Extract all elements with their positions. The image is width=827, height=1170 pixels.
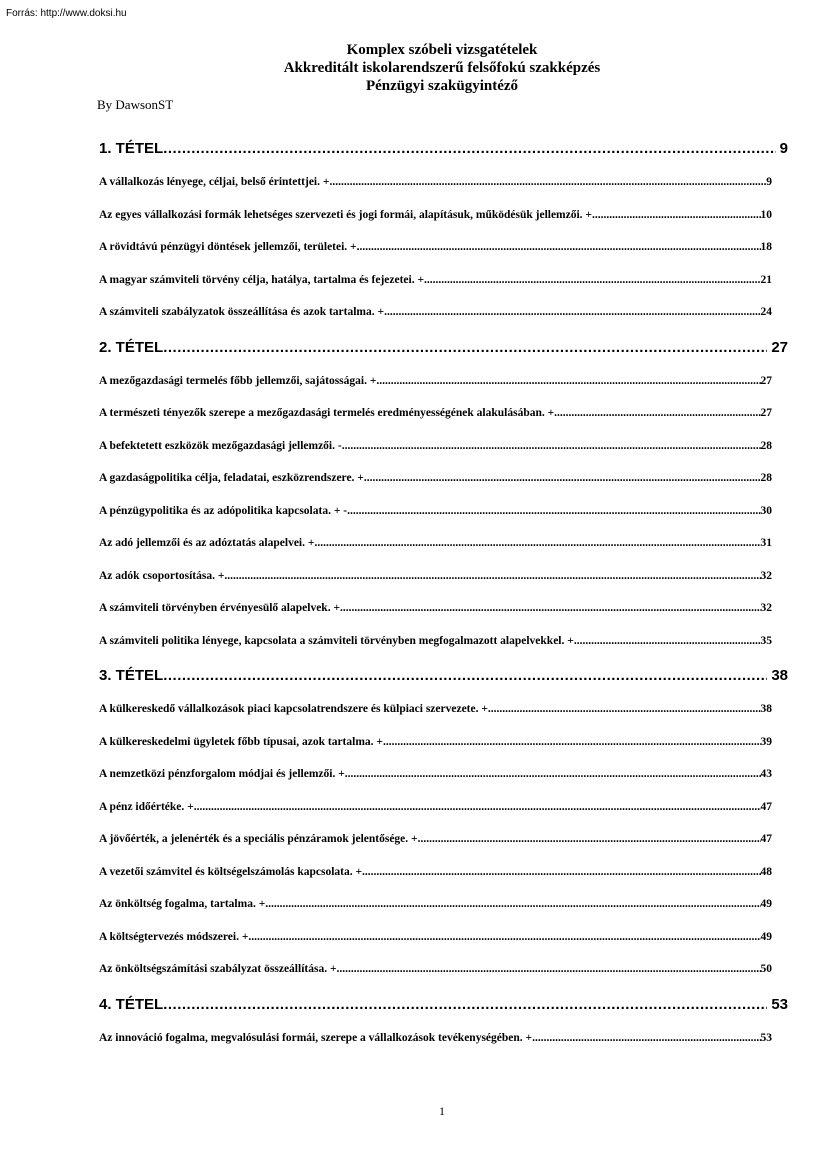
toc-leader-dots	[248, 921, 760, 954]
toc-label: Az adó jellemzői és az adóztatás alapelvei. +	[99, 537, 315, 549]
toc-entry[interactable]	[99, 888, 788, 921]
toc-leader-dots	[345, 758, 761, 791]
toc-label: A számviteli szabályzatok összeállítása és azok tartalma. +	[99, 306, 385, 318]
toc-leader-dots	[224, 560, 760, 593]
toc-page: 53	[760, 1031, 772, 1044]
toc-leader-dots	[384, 296, 760, 329]
toc-label: A befektetett eszközök mezőgazdasági jellemzői. -	[99, 439, 342, 452]
toc-leader-dots	[532, 1022, 760, 1055]
toc-leader-dots	[342, 430, 761, 463]
toc-leader-dots	[554, 397, 760, 430]
toc-leader-dots	[574, 625, 761, 658]
toc-label: A pénz időértéke. +	[99, 800, 194, 813]
toc-entry[interactable]	[99, 592, 788, 625]
toc-entry[interactable]	[99, 166, 788, 199]
table-of-contents	[99, 137, 788, 1054]
toc-leader-dots	[194, 791, 761, 824]
toc-leader-dots	[163, 993, 767, 1016]
toc-page: 24	[760, 306, 772, 318]
toc-page: 50	[760, 963, 772, 975]
toc-label: A vállalkozás lényege, céljai, belső érintettjei. +	[99, 176, 330, 188]
toc-label: 2. TÉTEL	[99, 338, 164, 356]
toc-entry[interactable]	[99, 921, 788, 954]
toc-leader-dots	[329, 166, 766, 199]
toc-label: A magyar számviteli törvény célja, hatálya, tartalma és fejezetei. +	[99, 273, 425, 286]
toc-page: 32	[760, 602, 772, 614]
toc-entry[interactable]	[99, 560, 788, 593]
toc-label: A költségtervezés módszerei. +	[99, 930, 249, 943]
toc-page: 38	[760, 703, 772, 715]
toc-leader-dots	[362, 856, 760, 889]
toc-page: 47	[760, 800, 772, 813]
toc-entry[interactable]	[99, 953, 788, 986]
toc-label: A rövidtávú pénzügyi döntések jellemzői, területei. +	[99, 241, 357, 253]
toc-page: 18	[760, 241, 772, 253]
toc-page: 28	[760, 472, 772, 484]
title-line-1: Komplex szóbeli vizsgatételek	[346, 42, 538, 58]
toc-label: A nemzetközi pénzforgalom módjai és jellemzői. +	[99, 768, 345, 780]
toc-label: A külkereskedő vállalkozások piaci kapcsolatrendszere és külpiaci szervezete. +	[99, 703, 488, 715]
toc-heading[interactable]	[99, 993, 788, 1016]
toc-leader-dots	[347, 495, 760, 528]
toc-page: 10	[760, 208, 772, 221]
toc-leader-dots	[418, 823, 761, 856]
toc-label: A pénzügypolitika és az adópolitika kapcsolata. + -	[99, 504, 348, 517]
title-line-2: Akkreditált iskolarendszerű felsőfokú szakképzés	[283, 60, 601, 76]
toc-entry[interactable]	[99, 397, 788, 430]
toc-label: A gazdaságpolitika célja, feladatai, eszközrendszere. +	[99, 472, 364, 484]
toc-leader-dots	[592, 199, 761, 232]
toc-label: A jövőérték, a jelenérték és a speciális pénzáramok jelentősége. +	[99, 833, 418, 845]
toc-label: A vezetői számvitel és költségelszámolás kapcsolata. +	[99, 865, 363, 878]
toc-leader-dots	[163, 137, 775, 160]
toc-label: 4. TÉTEL	[99, 995, 164, 1013]
toc-entry[interactable]	[99, 758, 788, 791]
toc-page: 39	[760, 735, 772, 748]
toc-label: A külkereskedelmi ügyletek főbb típusai, azok tartalma. +	[99, 735, 383, 748]
toc-label: Az egyes vállalkozási formák lehetséges szervezeti és jogi formái, alapításuk, működésük jellemzői. +	[99, 208, 592, 221]
toc-entry[interactable]	[99, 199, 788, 232]
toc-entry[interactable]	[99, 296, 788, 329]
toc-label: 3. TÉTEL	[99, 667, 164, 684]
toc-entry[interactable]	[99, 231, 788, 264]
toc-entry[interactable]	[99, 1022, 788, 1055]
toc-entry[interactable]	[99, 462, 788, 495]
page-number: 1	[439, 1104, 445, 1118]
source-note: Forrás: http://www.doksi.hu	[6, 8, 127, 19]
toc-label: 1. TÉTEL	[99, 140, 164, 157]
toc-leader-dots	[424, 264, 760, 297]
toc-page: 30	[760, 504, 772, 517]
toc-entry[interactable]	[99, 365, 788, 398]
toc-heading[interactable]	[99, 664, 788, 687]
toc-heading[interactable]	[99, 336, 788, 359]
toc-page: 27	[771, 338, 788, 356]
toc-leader-dots	[357, 231, 761, 264]
toc-page: 38	[771, 667, 788, 684]
toc-label: A számviteli törvényben érvényesülő alapelvek. +	[99, 602, 341, 614]
toc-heading[interactable]	[99, 137, 788, 160]
document-title	[0, 41, 827, 95]
toc-page: 35	[760, 634, 772, 647]
toc-page: 9	[779, 140, 788, 157]
toc-label: A számviteli politika lényege, kapcsolata a számviteli törvényben megfogalmazott alapelvekkel. +	[99, 634, 574, 647]
toc-entry[interactable]	[99, 430, 788, 463]
toc-page: 27	[760, 374, 772, 387]
toc-leader-dots	[337, 953, 761, 986]
author: By DawsonST	[97, 97, 174, 112]
toc-page: 47	[760, 833, 772, 845]
toc-entry[interactable]	[99, 693, 788, 726]
toc-leader-dots	[488, 693, 761, 726]
toc-page: 53	[771, 995, 788, 1013]
toc-page: 27	[760, 407, 772, 419]
toc-entry[interactable]	[99, 856, 788, 889]
toc-entry[interactable]	[99, 726, 788, 759]
toc-leader-dots	[383, 726, 761, 759]
toc-page: 32	[760, 569, 772, 582]
toc-leader-dots	[163, 336, 767, 359]
toc-page: 43	[760, 768, 772, 780]
toc-page: 49	[760, 898, 772, 910]
toc-label: Az innováció fogalma, megvalósulási formái, szerepe a vállalkozások tevékenységében. +	[99, 1031, 533, 1044]
toc-label: A természeti tényezők szerepe a mezőgazdasági termelés eredményességének alakulásában. +	[99, 407, 555, 419]
toc-page: 28	[760, 439, 772, 452]
toc-entry[interactable]	[99, 264, 788, 297]
toc-leader-dots	[163, 664, 767, 687]
toc-page: 31	[760, 537, 772, 549]
toc-entry[interactable]	[99, 495, 788, 528]
toc-page: 48	[760, 865, 772, 878]
toc-leader-dots	[376, 365, 760, 398]
toc-leader-dots	[340, 592, 760, 625]
title-line-3: Pénzügyi szakügyintéző	[365, 78, 519, 94]
toc-entry[interactable]	[99, 823, 788, 856]
toc-entry[interactable]	[99, 625, 788, 658]
toc-entry[interactable]	[99, 527, 788, 560]
toc-leader-dots	[265, 888, 760, 921]
toc-entry[interactable]	[99, 791, 788, 824]
toc-leader-dots	[314, 527, 760, 560]
toc-page: 49	[760, 930, 772, 943]
toc-label: Az önköltségszámítási szabályzat összeállítása. +	[99, 963, 337, 975]
toc-page: 21	[760, 273, 772, 286]
toc-label: A mezőgazdasági termelés főbb jellemzői, sajátosságai. +	[99, 374, 377, 387]
toc-label: Az adók csoportosítása. +	[99, 569, 225, 582]
toc-page: 9	[766, 176, 772, 188]
toc-leader-dots	[364, 462, 761, 495]
toc-label: Az önköltség fogalma, tartalma. +	[99, 898, 266, 910]
